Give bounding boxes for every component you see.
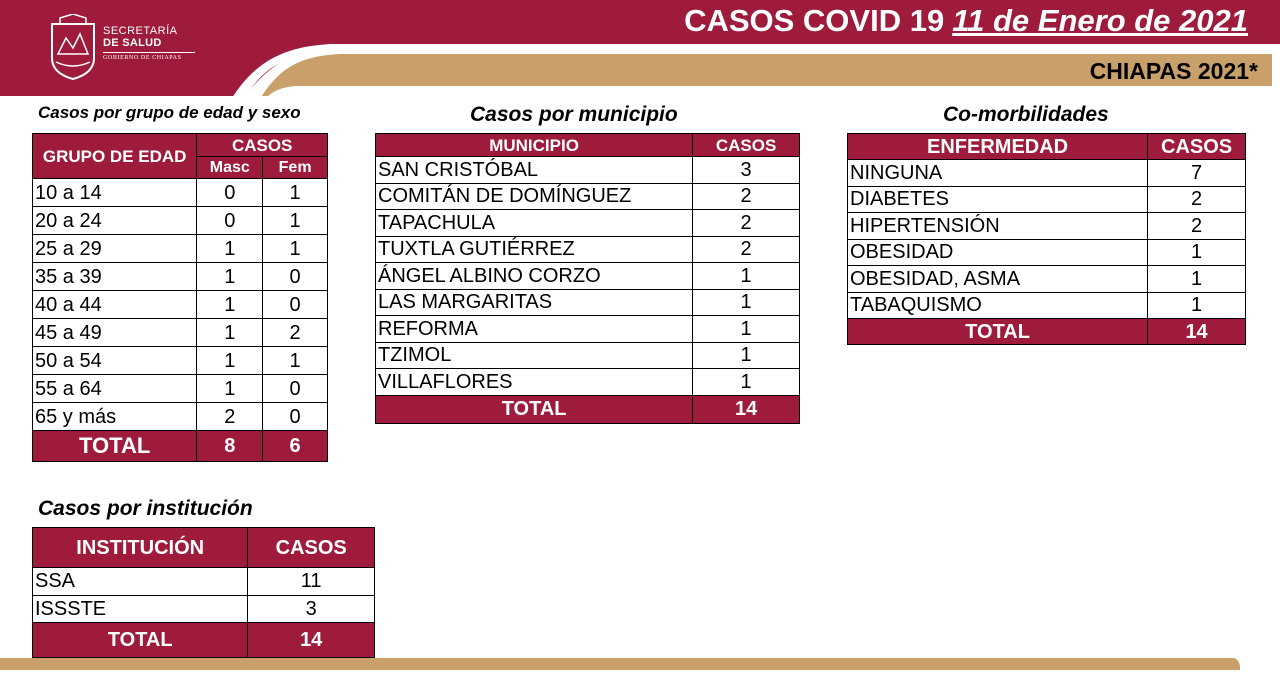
enfermedad-name-cell: OBESIDAD [848, 239, 1148, 266]
municipio-count-cell: 1 [693, 289, 800, 316]
title-text: CASOS COVID 19 [684, 3, 945, 38]
fem-count-cell: 0 [263, 291, 328, 319]
municipio-count-cell: 3 [693, 157, 800, 184]
table-row [376, 342, 800, 369]
edad-header-masc: Masc [197, 157, 263, 179]
masc-count-cell: 1 [197, 235, 263, 263]
institucion-table [32, 527, 375, 658]
table-row [848, 186, 1246, 213]
table-row [33, 235, 328, 263]
masc-count-cell: 2 [197, 403, 263, 431]
table-row [33, 375, 328, 403]
title-date: 11 de Enero de 2021 [952, 3, 1248, 38]
masc-count-cell: 1 [197, 263, 263, 291]
municipio-table [375, 133, 800, 424]
municipio-total-label: TOTAL [376, 395, 693, 423]
enfermedad-count-cell: 7 [1148, 160, 1246, 187]
municipio-name-cell: TAPACHULA [376, 210, 693, 237]
table-row [33, 595, 375, 623]
edad-header-casos: CASOS [197, 134, 328, 157]
institucion-rows [33, 568, 375, 623]
institucion-count-cell: 11 [248, 568, 375, 596]
municipio-name-cell: COMITÁN DE DOMÍNGUEZ [376, 183, 693, 210]
fem-count-cell: 1 [263, 179, 328, 207]
brand-line2: DE SALUD [103, 36, 162, 49]
enfermedad-count-cell: 1 [1148, 266, 1246, 293]
comorb-total-label: TOTAL [848, 319, 1148, 345]
municipio-count-cell: 1 [693, 316, 800, 343]
comorb-section-title: Co-morbilidades [943, 103, 1109, 126]
table-row [33, 291, 328, 319]
edad-total-label: TOTAL [33, 431, 197, 462]
table-row [848, 239, 1246, 266]
municipio-count-cell: 2 [693, 183, 800, 210]
enfermedad-count-cell: 1 [1148, 239, 1246, 266]
institucion-section-title: Casos por institución [38, 497, 253, 520]
table-row [848, 292, 1246, 319]
municipio-count-cell: 2 [693, 210, 800, 237]
table-row [376, 183, 800, 210]
comorb-rows [848, 160, 1246, 319]
table-row [848, 160, 1246, 187]
table-row [376, 263, 800, 290]
municipio-name-cell: REFORMA [376, 316, 693, 343]
enfermedad-name-cell: NINGUNA [848, 160, 1148, 187]
edad-header-fem: Fem [263, 157, 328, 179]
enfermedad-count-cell: 2 [1148, 186, 1246, 213]
municipio-name-cell: VILLAFLORES [376, 369, 693, 396]
enfermedad-name-cell: DIABETES [848, 186, 1148, 213]
brand-line1: SECRETARÍA [103, 25, 178, 37]
brand-line3: GOBIERNO DE CHIAPAS [103, 52, 195, 61]
table-row [33, 179, 328, 207]
institucion-header-name: INSTITUCIÓN [33, 528, 248, 568]
fem-count-cell: 1 [263, 347, 328, 375]
municipio-count-cell: 1 [693, 263, 800, 290]
table-row [33, 568, 375, 596]
age-group-cell: 45 a 49 [33, 319, 197, 347]
table-row [33, 319, 328, 347]
enfermedad-name-cell: TABAQUISMO [848, 292, 1148, 319]
comorb-table [847, 133, 1246, 345]
comorb-total-value: 14 [1148, 319, 1246, 345]
edad-section-title: Casos por grupo de edad y sexo [38, 103, 301, 122]
enfermedad-count-cell: 1 [1148, 292, 1246, 319]
municipio-header-name: MUNICIPIO [376, 134, 693, 157]
page-header [0, 0, 1280, 100]
page-title [684, 3, 1248, 39]
table-row [33, 347, 328, 375]
age-group-cell: 65 y más [33, 403, 197, 431]
masc-count-cell: 1 [197, 375, 263, 403]
comorb-header-name: ENFERMEDAD [848, 134, 1148, 160]
age-group-cell: 35 a 39 [33, 263, 197, 291]
masc-count-cell: 1 [197, 291, 263, 319]
enfermedad-name-cell: HIPERTENSIÓN [848, 213, 1148, 240]
municipio-name-cell: SAN CRISTÓBAL [376, 157, 693, 184]
table-row [33, 263, 328, 291]
municipio-name-cell: TUXTLA GUTIÉRREZ [376, 236, 693, 263]
municipio-count-cell: 1 [693, 342, 800, 369]
fem-count-cell: 0 [263, 403, 328, 431]
edad-header-group: GRUPO DE EDAD [33, 134, 197, 179]
fem-count-cell: 2 [263, 319, 328, 347]
institucion-header-casos: CASOS [248, 528, 375, 568]
fem-count-cell: 0 [263, 375, 328, 403]
municipio-count-cell: 2 [693, 236, 800, 263]
masc-count-cell: 0 [197, 179, 263, 207]
edad-total-fem: 6 [263, 431, 328, 462]
municipio-rows [376, 157, 800, 396]
table-row [376, 289, 800, 316]
institucion-count-cell: 3 [248, 595, 375, 623]
brand-block [103, 26, 195, 61]
table-row [848, 213, 1246, 240]
age-group-cell: 55 a 64 [33, 375, 197, 403]
table-row [376, 369, 800, 396]
municipio-name-cell: TZIMOL [376, 342, 693, 369]
table-row [33, 207, 328, 235]
table-row [376, 236, 800, 263]
edad-table [32, 133, 328, 462]
municipio-name-cell: ÁNGEL ALBINO CORZO [376, 263, 693, 290]
municipio-count-cell: 1 [693, 369, 800, 396]
fem-count-cell: 1 [263, 235, 328, 263]
fem-count-cell: 0 [263, 263, 328, 291]
municipio-header-casos: CASOS [693, 134, 800, 157]
municipio-name-cell: LAS MARGARITAS [376, 289, 693, 316]
state-seal-logo [48, 14, 98, 80]
table-row [376, 157, 800, 184]
table-row [33, 403, 328, 431]
table-row [376, 316, 800, 343]
municipio-total-value: 14 [693, 395, 800, 423]
masc-count-cell: 1 [197, 347, 263, 375]
fem-count-cell: 1 [263, 207, 328, 235]
enfermedad-count-cell: 2 [1148, 213, 1246, 240]
page-subtitle: CHIAPAS 2021* [1089, 58, 1258, 84]
age-group-cell: 20 a 24 [33, 207, 197, 235]
age-group-cell: 10 a 14 [33, 179, 197, 207]
table-row [376, 210, 800, 237]
age-group-cell: 25 a 29 [33, 235, 197, 263]
age-group-cell: 40 a 44 [33, 291, 197, 319]
age-group-cell: 50 a 54 [33, 347, 197, 375]
municipio-section-title: Casos por municipio [470, 103, 678, 126]
institucion-total-value: 14 [248, 623, 375, 658]
masc-count-cell: 0 [197, 207, 263, 235]
edad-rows [33, 179, 328, 431]
enfermedad-name-cell: OBESIDAD, ASMA [848, 266, 1148, 293]
comorb-header-casos: CASOS [1148, 134, 1246, 160]
edad-total-masc: 8 [197, 431, 263, 462]
footer-bar [0, 658, 1280, 676]
institucion-total-label: TOTAL [33, 623, 248, 658]
table-row [848, 266, 1246, 293]
institucion-name-cell: ISSSTE [33, 595, 248, 623]
institucion-name-cell: SSA [33, 568, 248, 596]
masc-count-cell: 1 [197, 319, 263, 347]
